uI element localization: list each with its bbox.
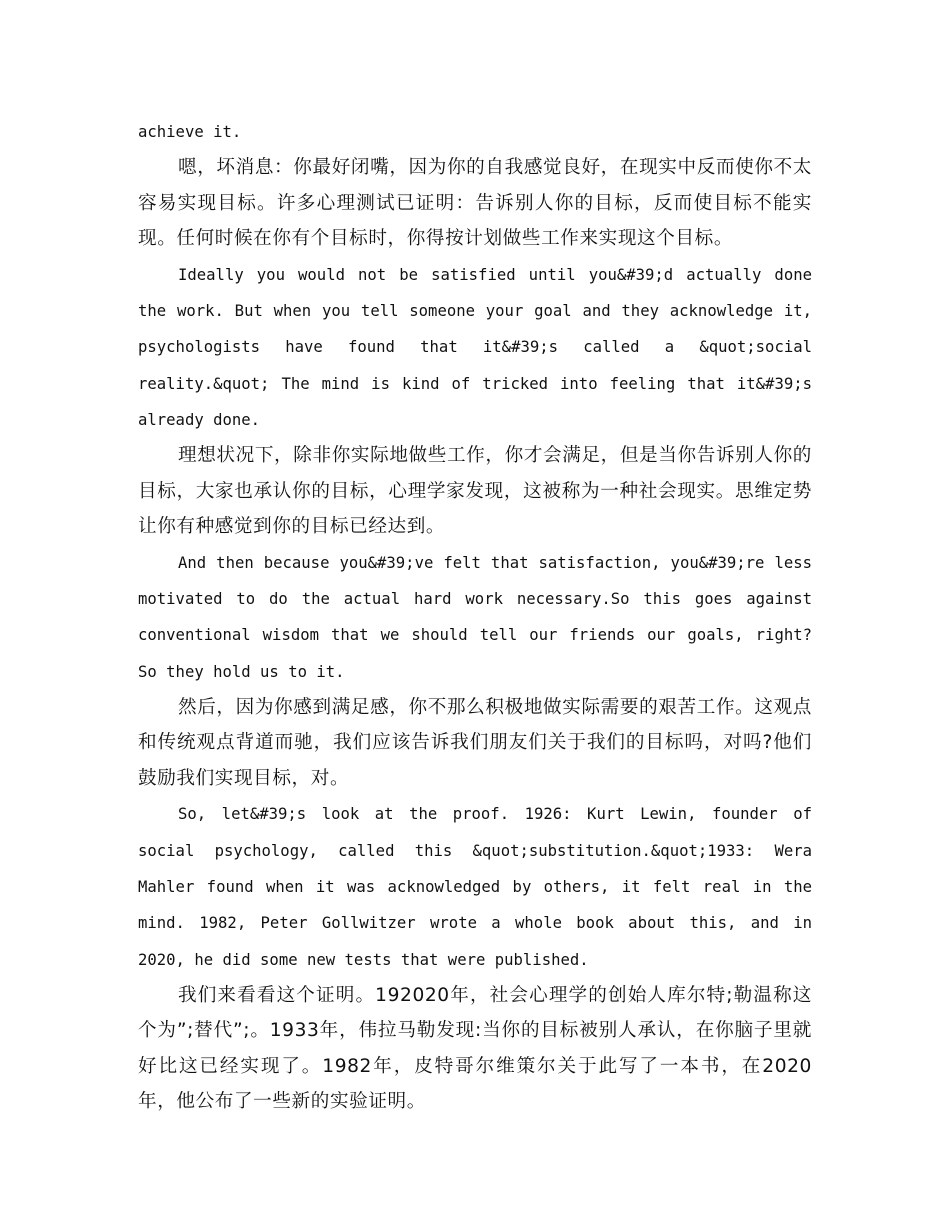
paragraph-3-en: Ideally you would not be satisfied until you&#39;d actually done the work. But when you tell someone your goal and they acknowledge it, psychologists have found that it&#39;s called a &quot;social reality.&quot; The mind is kind of tricked into feeling that it&#39;s already done. <box>138 265 812 429</box>
paragraph-1-en: achieve it. <box>138 123 242 141</box>
paragraph-7-en: So, let&#39;s look at the proof. 1926: Kurt Lewin, founder of social psychology, called this &quot;substitution.&quot;1933: Wera Mahler found when it was acknowledged by others, it felt real in the mind. 1982, Peter Gollwitzer wrote a whole book about this, and in 2020, he did some new tests that were published. <box>138 805 812 969</box>
document-page <box>138 114 812 1120</box>
paragraph-8-zh: 我们来看看这个证明。192020年，社会心理学的创始人库尔特;勒温称这个为”;替代”;。1933年，伟拉马勒发现:当你的目标被别人承认，在你脑子里就好比这已经实现了。1982年，皮特哥尔维策尔关于此写了一本书，在2020年，他公布了一些新的实验证明。 <box>138 984 812 1113</box>
paragraph-6-zh: 然后，因为你感到满足感，你不那么积极地做实际需要的艰苦工作。这观点和传统观点背道而驰，我们应该告诉我们朋友们关于我们的目标吗，对吗?他们鼓励我们实现目标，对。 <box>138 696 812 789</box>
paragraph-4-zh: 理想状况下，除非你实际地做些工作，你才会满足，但是当你告诉别人你的目标，大家也承认你的目标，心理学家发现，这被称为一种社会现实。思维定势让你有种感觉到你的目标已经达到。 <box>138 445 812 538</box>
paragraph-5-en: And then because you&#39;ve felt that satisfaction, you&#39;re less motivated to do the actual hard work necessary.So this goes against conventional wisdom that we should tell our friends our goals, right? So they hold us to it. <box>138 553 812 681</box>
paragraph-2-zh: 嗯，坏消息：你最好闭嘴，因为你的自我感觉良好，在现实中反而使你不太容易实现目标。许多心理测试已证明：告诉别人你的目标，反而使目标不能实现。任何时候在你有个目标时，你得按计划做些工作来实现这个目标。 <box>138 157 812 250</box>
